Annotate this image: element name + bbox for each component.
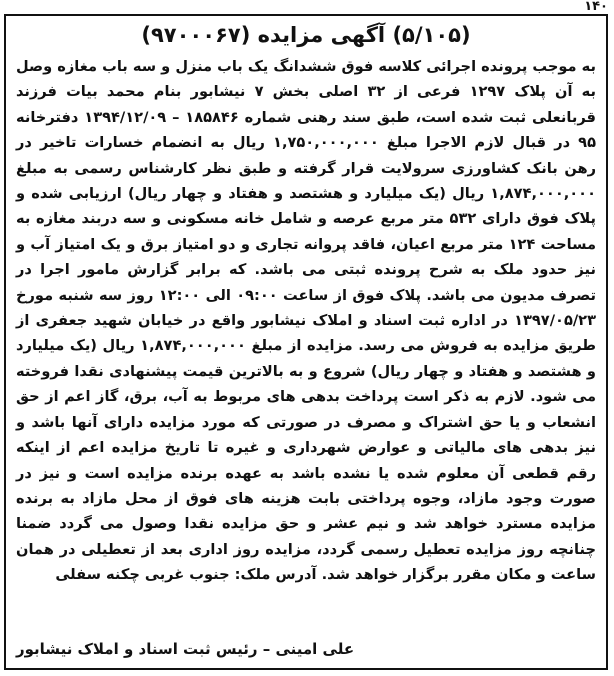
signature: علی امینی – رئیس ثبت اسناد و املاک نیشابور — [16, 640, 355, 658]
notice-body: به موجب پرونده اجرائی کلاسه فوق ششدانگ یک باب منزل و سه باب مغازه وصل به آن پلاک ۱۲۹۷ فرعی از ۳۲ اصلی بخش ۷ نیشابور بنام محمد بیات فرزند قربانعلی ثبت شده است، طبق سند رهنی شماره ۱۸۵۸۴۶ – ۱۳۹۴/۱۲/۰۹ دفترخانه ۹۵ در قبال لازم الاجرا مبلغ ۱,۷۵۰,۰۰۰,۰۰۰ ریال به انضمام خسارات تاخیر در رهن بانک کشاورزی سرولایت قرار گرفته و طبق نظر کارشناس رسمی به مبلغ ۱,۸۷۴,۰۰۰,۰۰۰ ریال (یک میلیارد و هشتصد و هفتاد و چهار ریال) ارزیابی شده و پلاک فوق دارای ۵۳۲ متر مربع عرصه و شامل خانه مسکونی و سه دربند مغازه به مساحت ۱۲۴ متر مربع اعیان، فاقد پروانه تجاری و دو امتیاز برق و یک امتیاز آب و نیز حدود ملک به شرح پرونده ثبتی می باشد. که برابر گزارش مامور اجرا در تصرف مدیون می باشد. پلاک فوق از ساعت ۰۹:۰۰ الی ۱۲:۰۰ روز سه شنبه مورخ ۱۳۹۷/۰۵/۲۳ در اداره ثبت اسناد و املاک نیشابور واقع در خیابان شهید جعفری از طریق مزایده به فروش می رسد. مزایده از مبلغ ۱,۸۷۴,۰۰۰,۰۰۰ ریال (یک میلیارد و هشتصد و هفتاد و چهار ریال) شروع و به بالاترین قیمت پیشنهادی نقدا فروخته می شود. لازم به ذکر است پرداخت بدهی های مربوط به آب، برق، گاز اعم از حق انشعاب و یا حق اشتراک و مصرف در صورتی که مورد مزایده دارای آنها باشد و نیز بدهی های مالیاتی و عوارض شهرداری و غیره تا تاریخ مزایده اعم از اینکه رقم قطعی آن معلوم شده یا نشده باشد به عهده برنده مزایده است و نیز در صورت وجود مازاد، وجوه پرداختی بابت هزینه های فوق از محل مازاد به برنده مزایده مسترد خواهد شد و نیم عشر و حق مزایده نقدا وصول می گردد ضمنا چنانچه روز مزایده تعطیل رسمی گردد، مزایده روز اداری بعد از تعطیلی در همان ساعت و مکان مقرر برگزار خواهد شد. آدرس ملک: جنوب غربی چکنه سفلی — [16, 58, 597, 584]
notice-frame — [4, 14, 608, 670]
notice-title: (۵/۱۰۵) آگهی مزایده (۹۷۰۰۰۶۷) — [141, 23, 471, 47]
page-number: ۱۴۰ — [584, 0, 608, 14]
